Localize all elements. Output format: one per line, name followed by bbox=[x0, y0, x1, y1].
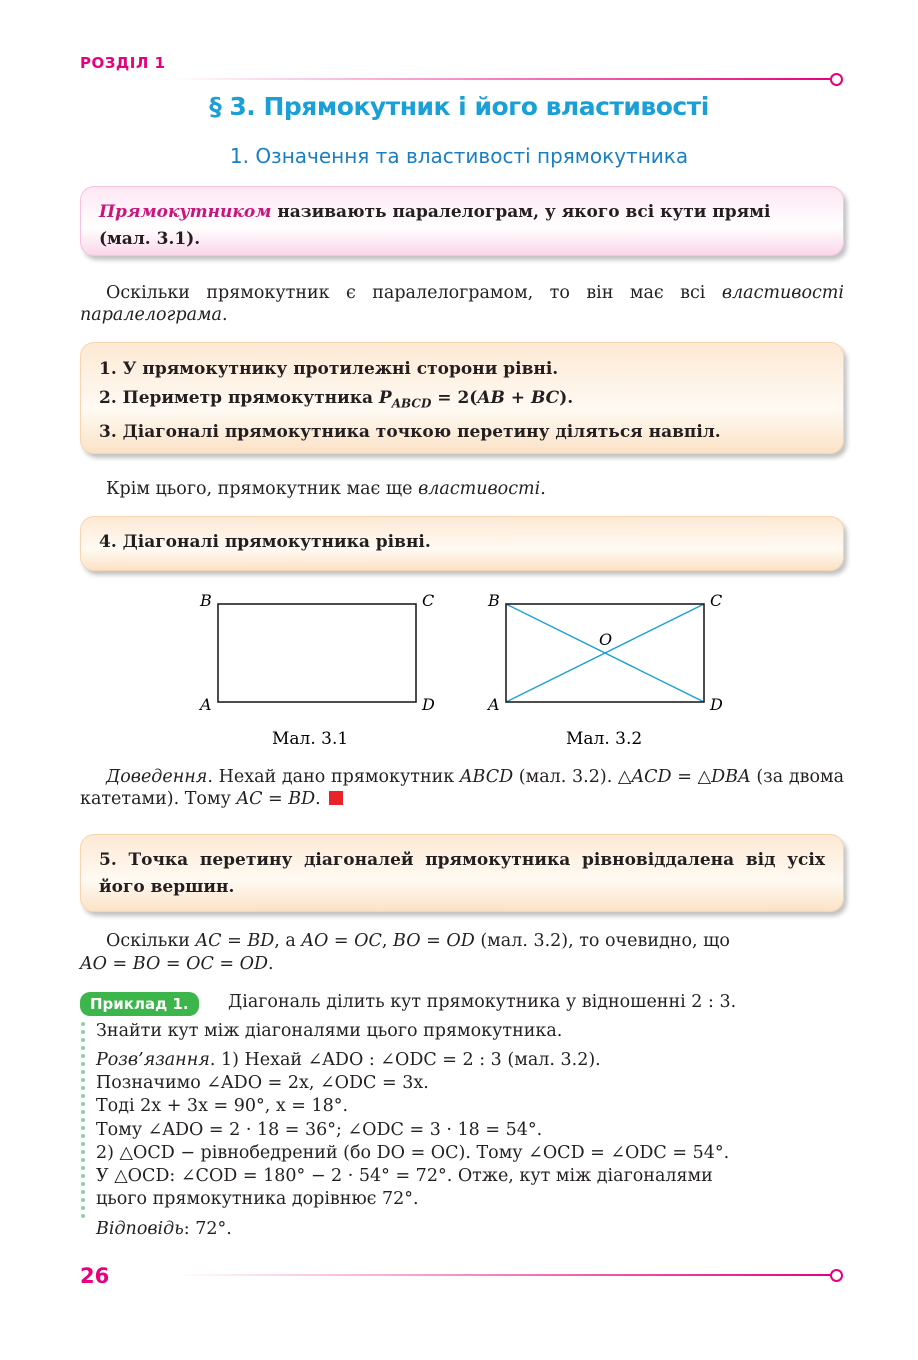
since-line-2: AO = BO = OC = OD. bbox=[80, 954, 274, 974]
besides-text: Крім цього, прямокутник має ще bbox=[106, 479, 419, 499]
fig1-label-c: C bbox=[422, 591, 435, 610]
fig2-label-a: A bbox=[488, 695, 500, 714]
footer-rule-end-dot bbox=[830, 1269, 843, 1282]
proof-paragraph: Доведення. Нехай дано прямокутник ABCD (мал. 3.2). △ACD = △DBA (за двома катетами). Тому AC = BD. bbox=[80, 767, 845, 809]
solution-line-7: цього прямокутника дорівнює 72°. bbox=[96, 1189, 419, 1209]
intro-italic: властивості паралелограма bbox=[80, 283, 844, 325]
example-badge: Приклад 1. bbox=[80, 992, 199, 1016]
section-label: РОЗДІЛ 1 bbox=[80, 54, 166, 72]
definition-text: називають паралелограм, у якого всі кути прямі (мал. 3.1). bbox=[99, 202, 771, 249]
fig1-label-b: B bbox=[200, 591, 212, 610]
intro-paragraph bbox=[80, 282, 844, 326]
property-4-box bbox=[80, 516, 844, 571]
intro-end: . bbox=[221, 305, 228, 325]
property-5-text: 5. Точка перетину діагоналей прямокутника рівновіддалена від усіх його вершин. bbox=[99, 850, 825, 897]
besides-paragraph bbox=[80, 478, 844, 500]
fig1-label-a: A bbox=[200, 695, 212, 714]
header-rule-end-dot bbox=[830, 73, 843, 86]
example-problem-2: Знайти кут між діагоналями цього прямокутника. bbox=[96, 1021, 563, 1041]
property-3: 3. Діагоналі прямокутника точкою перетину діляться навпіл. bbox=[99, 422, 721, 443]
property-1: 1. У прямокутнику протилежні сторони рівні. bbox=[99, 359, 559, 379]
fig2-label-b: B bbox=[488, 591, 500, 610]
property-2: 2. Периметр прямокутника $P_{ABCD} = 2(AB + BC)$. bbox=[99, 388, 574, 411]
end-of-proof-icon bbox=[329, 791, 343, 805]
footer-rule bbox=[175, 1274, 832, 1276]
answer-line: Відповідь: 72°. bbox=[96, 1219, 232, 1239]
header-rule bbox=[170, 78, 832, 80]
solution-line-3: Тоді 2x + 3x = 90°, x = 18°. bbox=[96, 1096, 349, 1116]
figures bbox=[190, 588, 750, 748]
fig2-label-d: D bbox=[710, 695, 723, 714]
fig2-label-c: C bbox=[710, 591, 723, 610]
rectangle-fig1 bbox=[218, 604, 416, 702]
page-title: § 3. Прямокутник і його властивості bbox=[209, 92, 709, 121]
definition-term: Прямокутником bbox=[99, 202, 272, 222]
property-4-text: 4. Діагоналі прямокутника рівні. bbox=[99, 532, 431, 552]
solution-line-1: Розв’язання. 1) Нехай ∠ADO : ∠ODC = 2 : 3 (мал. 3.2). bbox=[96, 1050, 601, 1070]
solution-line-4: Тому ∠ADO = 2 · 18 = 36°; ∠ODC = 3 · 18 = 54°. bbox=[96, 1120, 543, 1140]
proof-label: Доведення bbox=[106, 767, 208, 787]
page-number: 26 bbox=[80, 1264, 110, 1288]
besides-italic: властивості bbox=[418, 479, 541, 499]
fig2-label-o: O bbox=[599, 630, 613, 649]
fig1-label-d: D bbox=[422, 695, 435, 714]
page-subtitle: 1. Означення та властивості прямокутника bbox=[229, 144, 689, 168]
intro-text: Оскільки прямокутник є паралелограмом, то він має всі bbox=[106, 283, 722, 303]
fig1-caption: Мал. 3.1 bbox=[272, 729, 349, 748]
besides-end: . bbox=[540, 479, 546, 499]
example-problem-1: Діагональ ділить кут прямокутника у відношенні 2 : 3. bbox=[228, 992, 737, 1012]
solution-line-6: У △OCD: ∠COD = 180° − 2 · 54° = 72°. Отже, кут між діагоналями bbox=[96, 1166, 713, 1186]
since-paragraph: Оскільки AC = BD, а AO = OC, BO = OD (мал. 3.2), то очевидно, що bbox=[106, 931, 730, 951]
fig2-caption: Мал. 3.2 bbox=[566, 729, 643, 748]
property-5-box bbox=[80, 834, 844, 912]
solution-line-2: Позначимо ∠ADO = 2x, ∠ODC = 3x. bbox=[96, 1073, 429, 1093]
properties-box bbox=[80, 342, 844, 454]
example-dots bbox=[81, 1022, 85, 1222]
solution-line-5: 2) △OCD − рівнобедрений (бо DO = OC). Тому ∠OCD = ∠ODC = 54°. bbox=[96, 1143, 730, 1163]
definition-box bbox=[80, 186, 844, 256]
